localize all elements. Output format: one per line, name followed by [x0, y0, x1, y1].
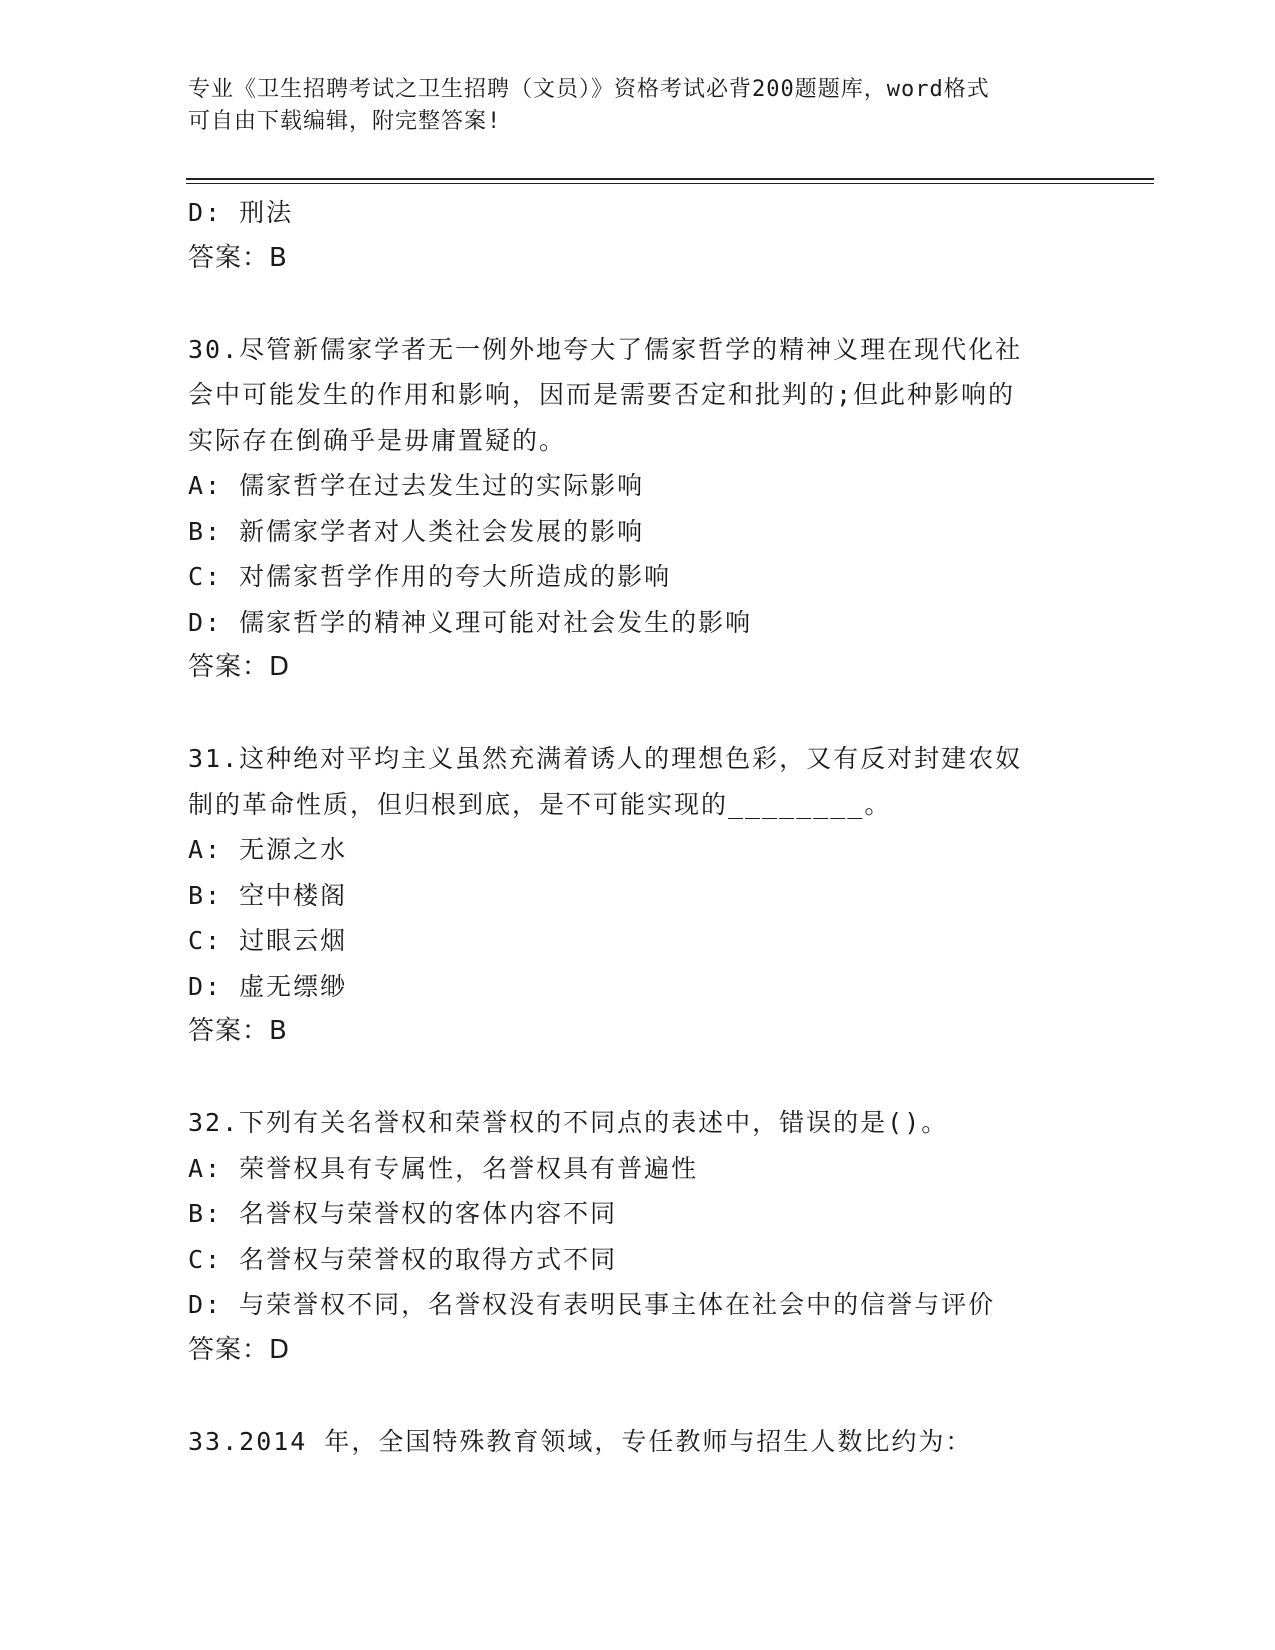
- answer-line: 答案：B: [188, 1016, 288, 1046]
- header-divider-thin: [186, 183, 1154, 184]
- spacer: [188, 1373, 1088, 1419]
- question-stem: 32.下列有关名誉权和荣誉权的不同点的表述中，错误的是()。: [188, 1108, 949, 1137]
- header-title-line-1: 专业《卫生招聘考试之卫生招聘（文员）》资格考试必背200题题库，word格式: [188, 77, 990, 102]
- spacer: [188, 281, 1088, 327]
- question-stem: 会中可能发生的作用和影响，因而是需要否定和批判的;但此种影响的: [188, 380, 1016, 409]
- option-d: D: 刑法: [188, 198, 294, 227]
- question-block-31: [188, 736, 1088, 1055]
- answer-line: 答案：B: [188, 242, 288, 273]
- question-block-30: [188, 327, 1088, 691]
- question-stem: 制的革命性质，但归根到底，是不可能实现的________。: [188, 789, 892, 819]
- option-c: C: 过眼云烟: [188, 926, 348, 955]
- question-stem: 33.2014 年，全国特殊教育领域，专任教师与招生人数比约为：: [188, 1426, 973, 1456]
- answer-line: 答案：D: [188, 652, 291, 682]
- option-b: B: 空中楼阁: [188, 880, 348, 910]
- answer-line: 答案：D: [188, 1334, 291, 1365]
- option-a: A: 儒家哲学在过去发生过的实际影响: [188, 471, 645, 500]
- question-stem: 31.这种绝对平均主义虽然充满着诱人的理想色彩，又有反对封建农奴: [188, 744, 1023, 773]
- option-d: D: 儒家哲学的精神义理可能对社会发生的影响: [188, 607, 753, 637]
- option-c: C: 对儒家哲学作用的夸大所造成的影响: [188, 562, 672, 591]
- header-title-line-2: 可自由下载编辑，附完整答案!: [188, 109, 502, 134]
- option-b: B: 名誉权与荣誉权的客体内容不同: [188, 1199, 618, 1228]
- question-list: [188, 190, 1088, 1464]
- option-d: D: 虚无缥缈: [188, 971, 348, 1001]
- question-block-33: [188, 1419, 1088, 1465]
- option-c: C: 名誉权与荣誉权的取得方式不同: [188, 1244, 618, 1274]
- option-d: D: 与荣誉权不同，名誉权没有表明民事主体在社会中的信誉与评价: [188, 1290, 996, 1319]
- spacer: [188, 1055, 1088, 1101]
- question-stem: 实际存在倒确乎是毋庸置疑的。: [188, 425, 567, 455]
- question-stem: 30.尽管新儒家学者无一例外地夸大了儒家哲学的精神义理在现代化社: [188, 334, 1023, 364]
- option-a: A: 无源之水: [188, 835, 348, 864]
- document-header: [188, 74, 1068, 138]
- spacer: [188, 691, 1088, 737]
- header-divider-thick: [186, 178, 1154, 180]
- option-b: B: 新儒家学者对人类社会发展的影响: [188, 516, 645, 546]
- question-block-29: [188, 190, 1088, 281]
- question-block-32: [188, 1100, 1088, 1373]
- option-a: A: 荣誉权具有专属性，名誉权具有普遍性: [188, 1153, 699, 1183]
